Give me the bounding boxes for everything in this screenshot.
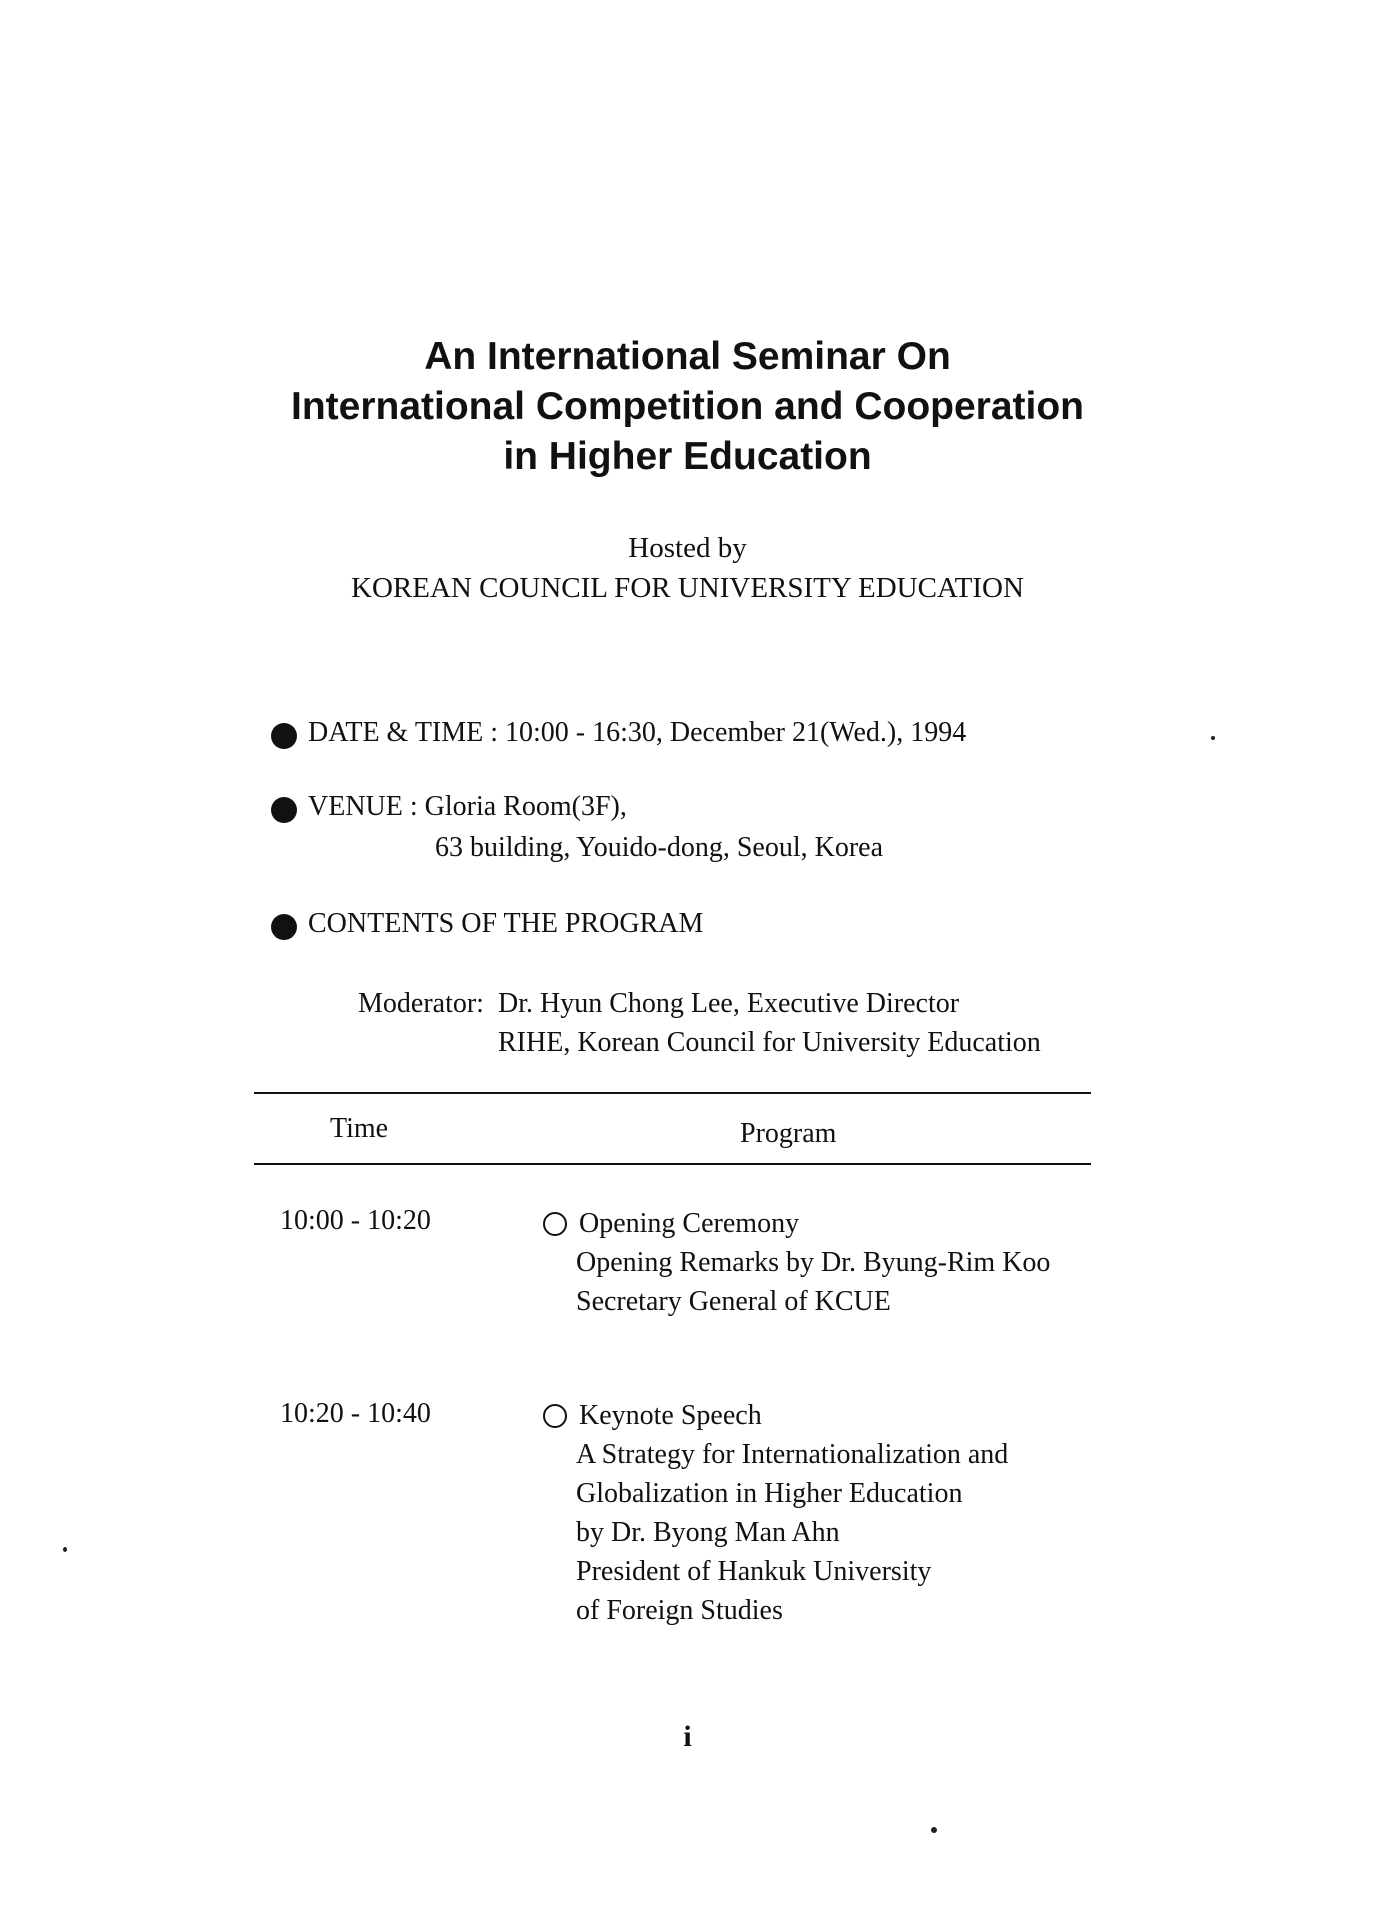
program-item-title: Opening Ceremony xyxy=(579,1208,800,1239)
program-item-line: by Dr. Byong Man Ahn xyxy=(576,1517,840,1548)
program-item-title: Keynote Speech xyxy=(579,1400,762,1431)
program-item-line: Secretary General of KCUE xyxy=(576,1286,891,1317)
program-item-line: Globalization in Higher Education xyxy=(576,1478,963,1509)
date-time-line: DATE & TIME : 10:00 - 16:30, December 21(Wed.), 1994 xyxy=(308,717,967,748)
host-block xyxy=(0,528,1375,608)
venue-line: VENUE : Gloria Room(3F), xyxy=(308,791,627,822)
moderator-name: Dr. Hyun Chong Lee, Executive Director xyxy=(498,988,960,1019)
bullet-dot-icon xyxy=(271,797,297,823)
scan-speck xyxy=(931,1827,937,1833)
page-number: i xyxy=(683,1720,692,1753)
moderator-affiliation: RIHE, Korean Council for University Education xyxy=(498,1027,1041,1058)
column-header-program: Program xyxy=(740,1118,837,1149)
table-top-rule xyxy=(254,1092,1091,1094)
table-row-time: 10:20 - 10:40 xyxy=(280,1398,431,1429)
moderator-label: Moderator: xyxy=(358,988,484,1019)
column-header-time: Time xyxy=(330,1113,389,1144)
table-row-time: 10:00 - 10:20 xyxy=(280,1205,431,1236)
venue-address: 63 building, Youido-dong, Seoul, Korea xyxy=(435,832,883,863)
program-item-line: President of Hankuk University xyxy=(576,1556,932,1587)
circle-bullet-icon xyxy=(543,1212,567,1236)
title-line-3: in Higher Education xyxy=(503,435,872,478)
program-item-line: of Foreign Studies xyxy=(576,1595,783,1626)
scan-speck xyxy=(1211,736,1215,740)
program-item-line: Opening Remarks by Dr. Byung-Rim Koo xyxy=(576,1247,1051,1278)
program-contents-heading: CONTENTS OF THE PROGRAM xyxy=(308,908,704,939)
scan-speck xyxy=(63,1547,67,1552)
hosted-by-label: Hosted by xyxy=(628,532,747,564)
title-line-2: International Competition and Cooperation xyxy=(291,385,1084,428)
program-item-line: A Strategy for Internationalization and xyxy=(576,1439,1009,1470)
seminar-title xyxy=(0,332,1375,482)
title-line-1: An International Seminar On xyxy=(424,335,951,378)
bullet-dot-icon xyxy=(271,723,297,749)
circle-bullet-icon xyxy=(543,1404,567,1428)
table-header-rule xyxy=(254,1163,1091,1165)
host-organization: KOREAN COUNCIL FOR UNIVERSITY EDUCATION xyxy=(351,572,1024,604)
bullet-dot-icon xyxy=(271,914,297,940)
